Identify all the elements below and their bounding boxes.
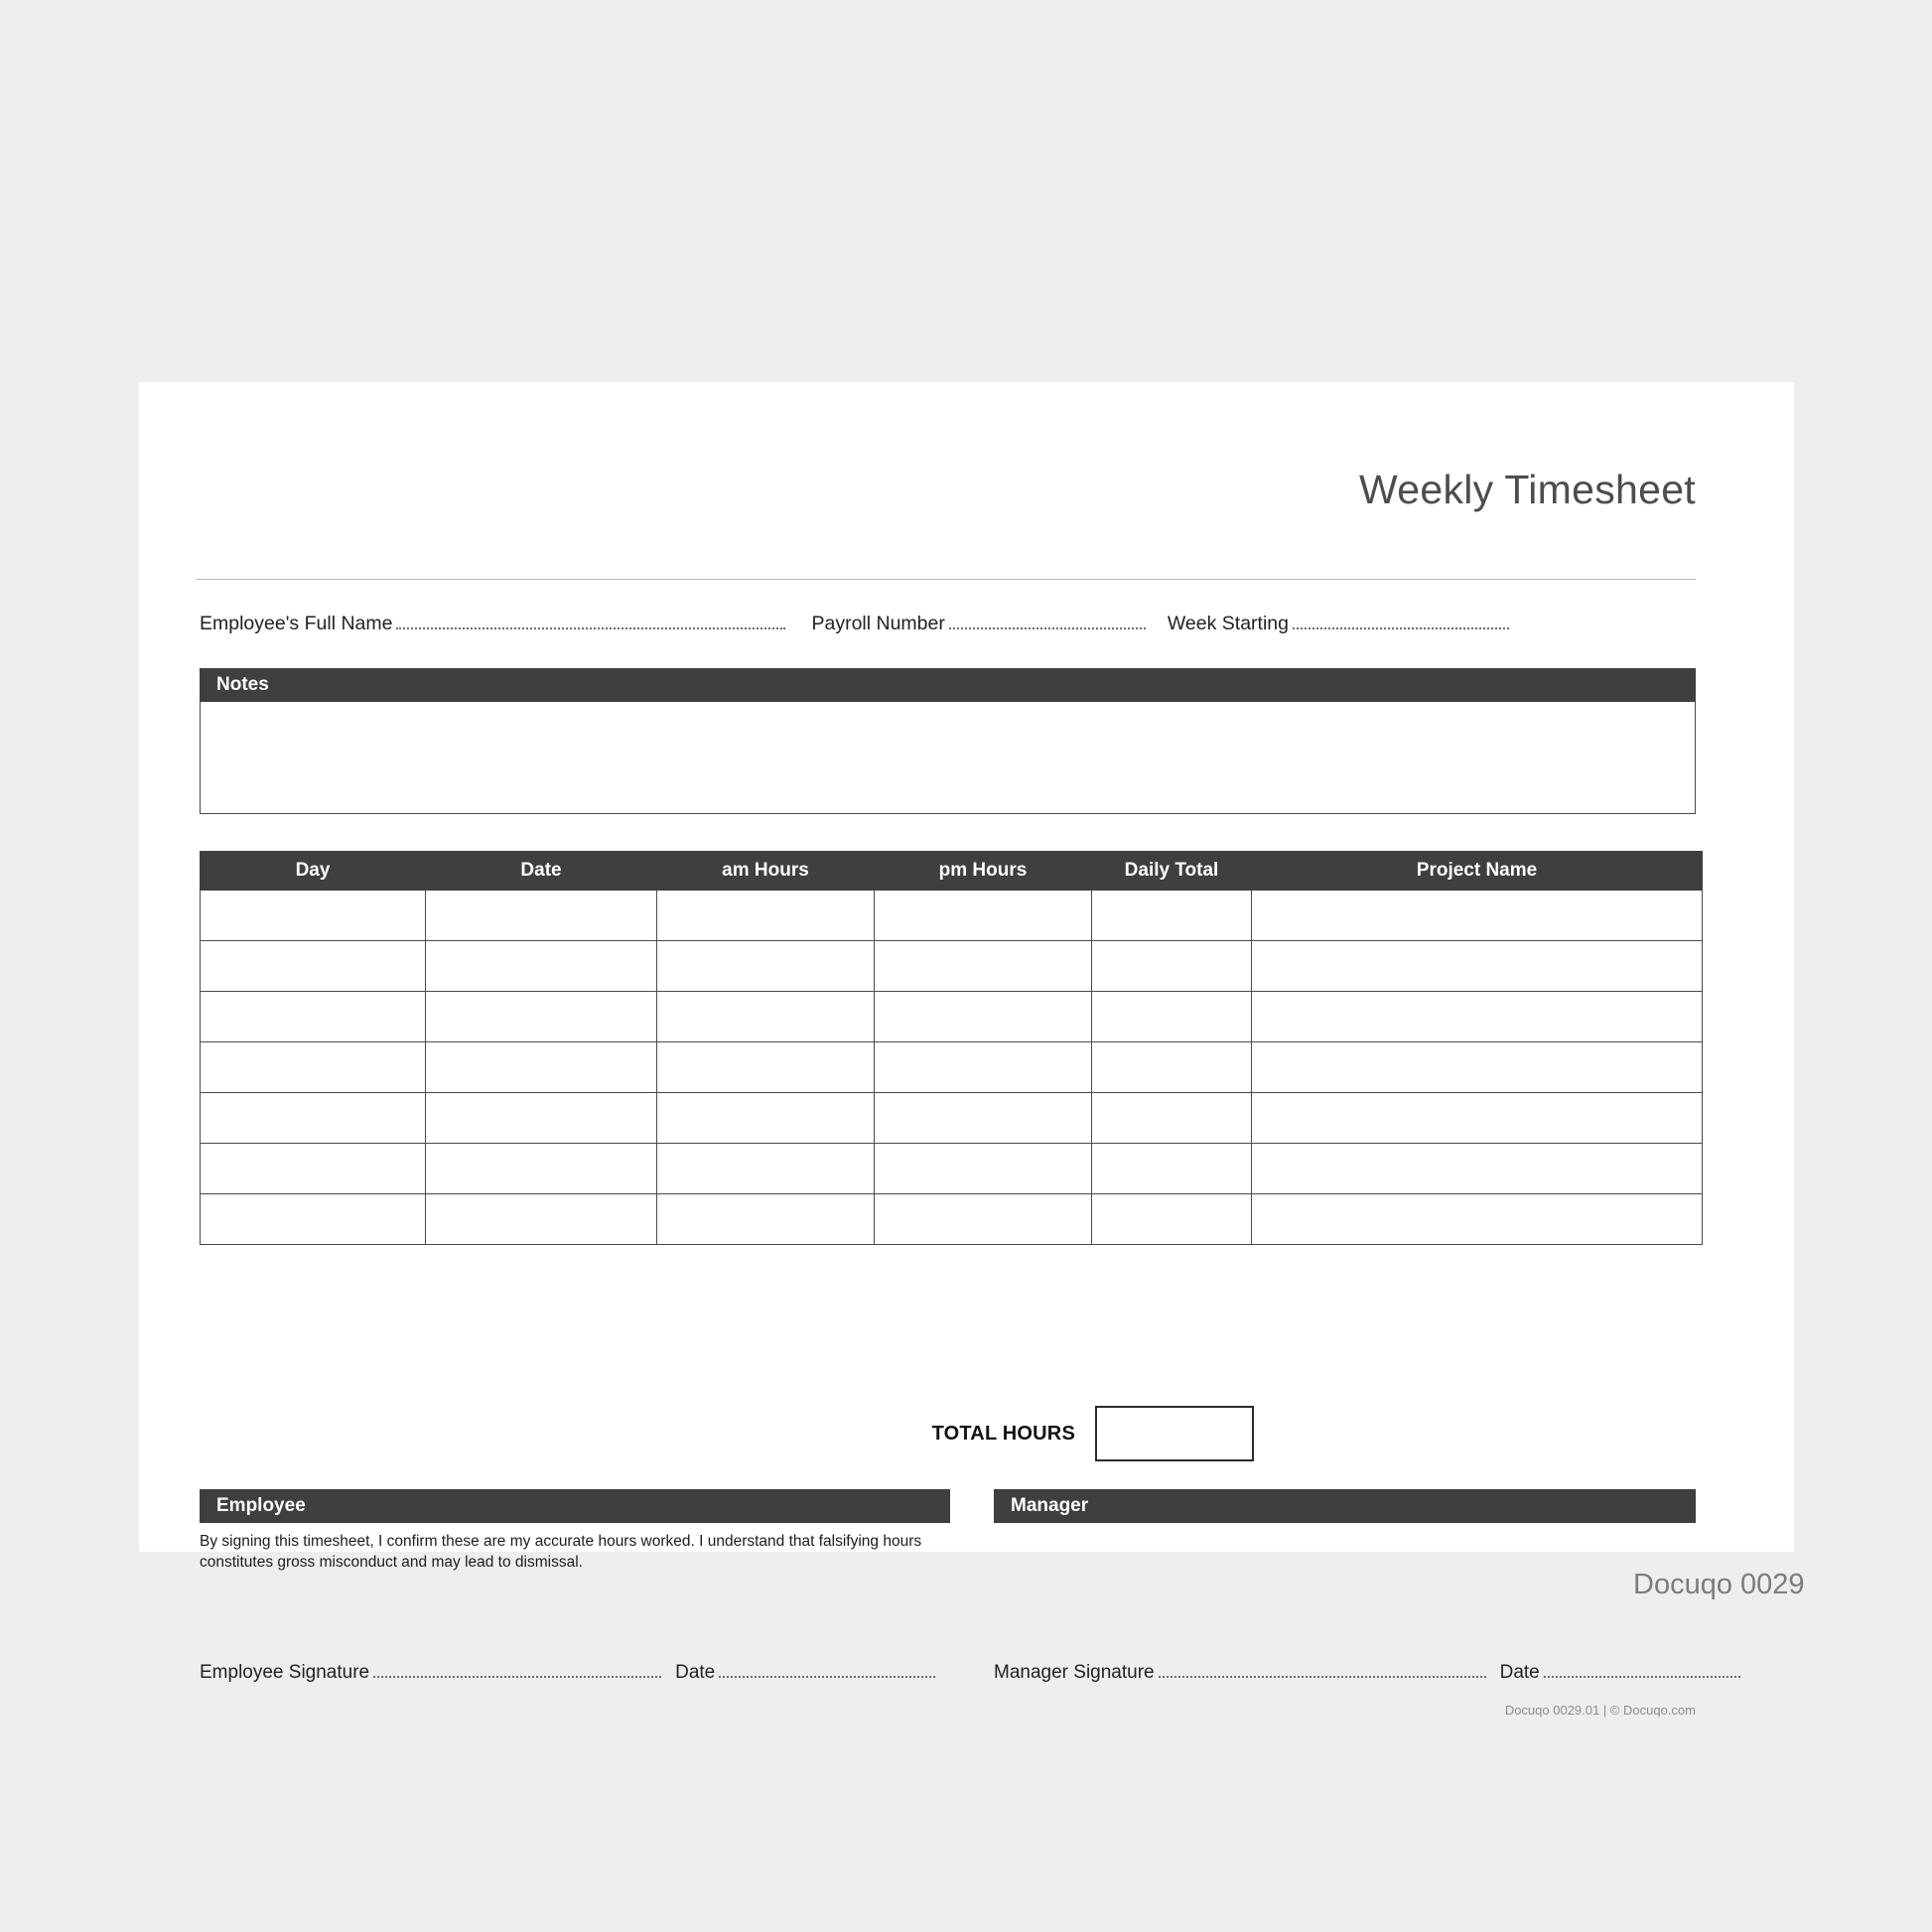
table-header-row (201, 852, 1703, 891)
cell-daily-total[interactable] (1092, 1194, 1252, 1245)
cell-daily-total[interactable] (1092, 941, 1252, 992)
cell-am-hours[interactable] (657, 1042, 875, 1093)
cell-pm-hours[interactable] (875, 891, 1092, 941)
field-week-starting-label: Week Starting (1167, 613, 1289, 634)
cell-project-name[interactable] (1252, 891, 1703, 941)
cell-project-name[interactable] (1252, 1042, 1703, 1093)
field-payroll-number-input[interactable] (949, 615, 1146, 629)
cell-pm-hours[interactable] (875, 1194, 1092, 1245)
field-week-starting[interactable] (1168, 613, 1509, 635)
page-caption: Docuqo 0029 (1633, 1569, 1805, 1600)
employee-signature-row (200, 1662, 935, 1684)
cell-pm-hours[interactable] (875, 1042, 1092, 1093)
table-row (201, 891, 1703, 941)
manager-signature-input[interactable] (1159, 1663, 1486, 1678)
timesheet-body (197, 382, 1696, 1718)
field-week-starting-input[interactable] (1293, 615, 1509, 629)
title-divider (197, 579, 1696, 580)
employee-signature-label: Employee Signature (200, 1662, 370, 1683)
cell-day[interactable] (201, 1042, 426, 1093)
manager-section (994, 1489, 1696, 1683)
cell-date[interactable] (426, 1144, 657, 1194)
employee-date-label: Date (675, 1662, 716, 1683)
cell-day[interactable] (201, 1144, 426, 1194)
cell-daily-total[interactable] (1092, 891, 1252, 941)
cell-day[interactable] (201, 1194, 426, 1245)
manager-signature-label: Manager Signature (994, 1662, 1155, 1683)
cell-pm-hours[interactable] (875, 941, 1092, 992)
cell-daily-total[interactable] (1092, 1042, 1252, 1093)
cell-project-name[interactable] (1252, 941, 1703, 992)
table-row (201, 1144, 1703, 1194)
column-header-date: Date (426, 852, 657, 891)
cell-daily-total[interactable] (1092, 992, 1252, 1042)
field-employee-name[interactable] (200, 613, 785, 635)
column-header-pm-hours: pm Hours (875, 852, 1092, 891)
field-employee-name-input[interactable] (396, 615, 785, 629)
notes-input[interactable] (200, 702, 1696, 814)
field-payroll-number[interactable] (811, 613, 1145, 635)
document-page (139, 382, 1794, 1718)
document-footer-note: Docuqo 0029.01 | © Docuqo.com (1504, 1703, 1696, 1718)
notes-heading: Notes (200, 668, 1696, 702)
manager-date-label: Date (1499, 1662, 1540, 1683)
cell-daily-total[interactable] (1092, 1144, 1252, 1194)
cell-project-name[interactable] (1252, 992, 1703, 1042)
cell-date[interactable] (426, 1042, 657, 1093)
employee-date-input[interactable] (719, 1663, 935, 1678)
column-header-daily-total: Daily Total (1092, 852, 1252, 891)
table-row (201, 992, 1703, 1042)
cell-project-name[interactable] (1252, 1144, 1703, 1194)
cell-date[interactable] (426, 891, 657, 941)
cell-day[interactable] (201, 1093, 426, 1144)
manager-signature-row (994, 1662, 1740, 1684)
column-header-project-name: Project Name (1252, 852, 1703, 891)
notes-block (200, 668, 1696, 814)
cell-am-hours[interactable] (657, 891, 875, 941)
employee-declaration: By signing this timesheet, I confirm these are my accurate hours worked. I understand that falsifying hours constitutes gross misconduct and may lead to dismissal. (200, 1533, 922, 1571)
column-header-am-hours: am Hours (657, 852, 875, 891)
header-fields (200, 613, 1696, 642)
cell-day[interactable] (201, 891, 426, 941)
cell-am-hours[interactable] (657, 992, 875, 1042)
cell-date[interactable] (426, 941, 657, 992)
total-hours-label: TOTAL HOURS (931, 1423, 1075, 1445)
cell-pm-hours[interactable] (875, 1144, 1092, 1194)
cell-am-hours[interactable] (657, 1144, 875, 1194)
table-row (201, 1042, 1703, 1093)
cell-pm-hours[interactable] (875, 992, 1092, 1042)
total-hours-row (200, 1406, 1696, 1461)
field-employee-name-label: Employee's Full Name (200, 613, 393, 634)
page-title: Weekly Timesheet (1358, 467, 1696, 512)
cell-daily-total[interactable] (1092, 1093, 1252, 1144)
cell-date[interactable] (426, 1194, 657, 1245)
cell-day[interactable] (201, 992, 426, 1042)
cell-am-hours[interactable] (657, 941, 875, 992)
cell-pm-hours[interactable] (875, 1093, 1092, 1144)
timesheet-table (200, 851, 1703, 1245)
cell-project-name[interactable] (1252, 1093, 1703, 1144)
employee-signature-input[interactable] (373, 1663, 661, 1678)
cell-date[interactable] (426, 992, 657, 1042)
employee-section (200, 1489, 950, 1683)
cell-project-name[interactable] (1252, 1194, 1703, 1245)
table-row (201, 1194, 1703, 1245)
manager-date-input[interactable] (1544, 1663, 1740, 1678)
cell-am-hours[interactable] (657, 1194, 875, 1245)
manager-section-heading: Manager (994, 1489, 1696, 1523)
total-hours-input[interactable] (1095, 1406, 1254, 1461)
employee-section-heading: Employee (200, 1489, 950, 1523)
column-header-day: Day (201, 852, 426, 891)
cell-day[interactable] (201, 941, 426, 992)
table-row (201, 1093, 1703, 1144)
table-row (201, 941, 1703, 992)
cell-date[interactable] (426, 1093, 657, 1144)
field-payroll-number-label: Payroll Number (811, 613, 945, 634)
cell-am-hours[interactable] (657, 1093, 875, 1144)
